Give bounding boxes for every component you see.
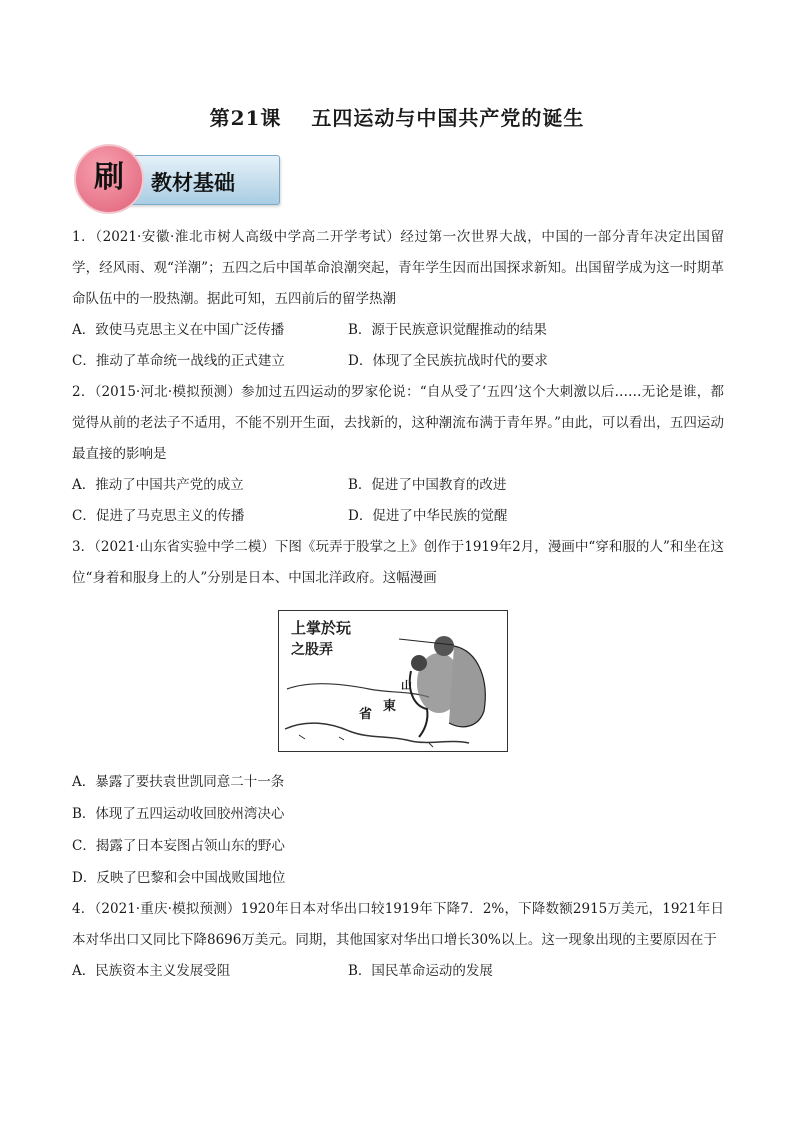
option-d[interactable]: D．体现了全民族抗战时代的要求	[348, 353, 548, 369]
lesson-number: 第21课	[209, 106, 282, 130]
option-row	[72, 346, 724, 377]
option-row	[72, 956, 724, 987]
question-4	[72, 894, 724, 987]
cartoon-map-label: 省	[359, 707, 373, 722]
section-banner	[74, 150, 280, 210]
question-3	[72, 532, 724, 894]
option-b[interactable]: B．促进了中国教育的改进	[348, 477, 507, 493]
question-stem: 1．（2021·安徽·淮北市树人高级中学高二开学考试）经过第一次世界大战，中国的一部分青年决定出国留学，经风雨、观“洋潮”；五四之后中国革命浪潮突起，青年学生因而出国探求新知。出国留学成为这一时期革命队伍中的一股热潮。据此可知，五四前后的留学热潮	[72, 229, 724, 307]
cartoon-map-label: 東	[383, 699, 397, 714]
lesson-topic: 五四运动与中国共产党的诞生	[311, 106, 585, 130]
option-b[interactable]: B．体现了五四运动收回胶州湾决心	[72, 806, 285, 822]
option-row	[72, 470, 724, 501]
option-c[interactable]: C．推动了革命统一战线的正式建立	[72, 353, 285, 369]
question-stem: 2．（2015·河北·模拟预测）参加过五四运动的罗家伦说：“自从受了‘五四’这个大刺激以后……无论是谁，都觉得从前的老法子不适用，不能不别开生面，去找新的，这种潮流布满于青年界。”由此，可以看出，五四运动最直接的影响是	[72, 384, 724, 462]
page-title	[0, 102, 794, 131]
option-c[interactable]: C．揭露了日本妄图占领山东的野心	[72, 838, 285, 854]
option-b[interactable]: B．国民革命运动的发展	[348, 963, 493, 979]
banner-label: 教材基础	[151, 171, 235, 195]
question-stem: 4．（2021·重庆·模拟预测）1920年日本对华出口较1919年下降7．2%，下降数额2915万美元，1921年日本对华出口又同比下降8696万美元。同期，其他国家对华出口增长30%以上。这一现象出现的主要原因在于	[72, 901, 724, 948]
cartoon-image	[278, 610, 508, 752]
banner-badge: 刷	[74, 144, 144, 214]
option-row	[72, 315, 724, 346]
cartoon-map-label: 山	[401, 679, 412, 692]
question-1	[72, 222, 724, 377]
option-d[interactable]: D．促进了中华民族的觉醒	[348, 508, 508, 524]
option-a[interactable]: A．民族资本主义发展受阻	[72, 963, 231, 979]
cartoon-caption-2: 之股弄	[291, 642, 333, 658]
cartoon-caption-1: 上掌於玩	[291, 619, 352, 637]
option-d[interactable]: D．反映了巴黎和会中国战败国地位	[72, 870, 286, 886]
option-a[interactable]: A．推动了中国共产党的成立	[72, 477, 244, 493]
option-a[interactable]: A．暴露了要扶袁世凯同意二十一条	[72, 774, 285, 790]
question-stem: 3．（2021·山东省实验中学二模）下图《玩弄于股掌之上》创作于1919年2月，漫画中“穿和服的人”和坐在这位“身着和服身上的人”分别是日本、中国北洋政府。这幅漫画	[72, 539, 724, 586]
option-b[interactable]: B．源于民族意识觉醒推动的结果	[348, 322, 547, 338]
option-a[interactable]: A．致使马克思主义在中国广泛传播	[72, 322, 285, 338]
option-c[interactable]: C．促进了马克思主义的传播	[72, 508, 245, 524]
question-list	[72, 222, 724, 987]
option-row	[72, 501, 724, 532]
question-2	[72, 377, 724, 532]
